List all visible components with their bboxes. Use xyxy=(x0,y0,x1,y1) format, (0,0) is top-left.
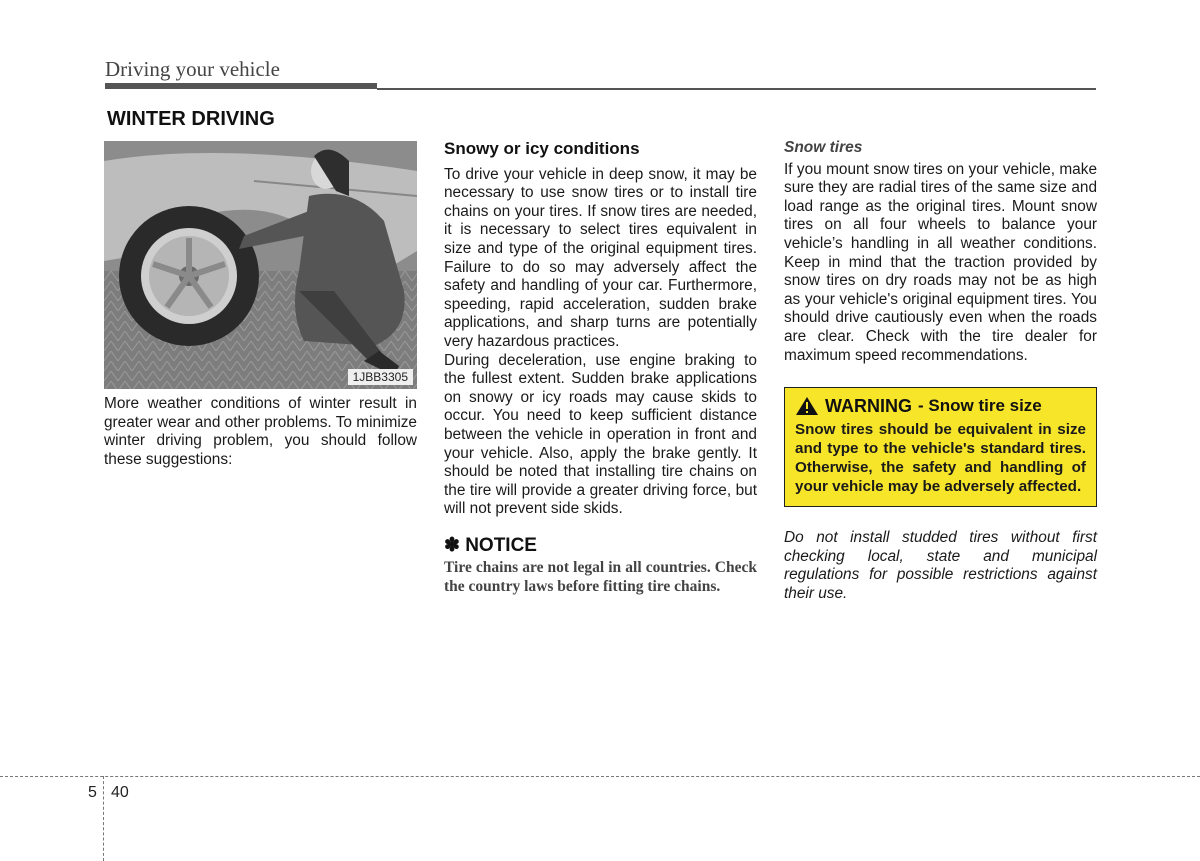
running-header: Driving your vehicle xyxy=(105,57,280,81)
notice-text: Tire chains are not legal in all countries. Check the country laws before fitting tire chains. xyxy=(444,559,757,595)
warning-title-row xyxy=(795,396,1086,416)
footer-rule xyxy=(0,776,1200,777)
column-right xyxy=(784,139,1097,604)
snow-tires-heading: Snow tires xyxy=(784,139,863,156)
warning-box xyxy=(784,387,1097,507)
header-rule-thick xyxy=(105,83,377,89)
illustration xyxy=(104,141,417,389)
column-middle xyxy=(444,140,757,596)
column-left xyxy=(104,395,417,469)
studded-tires-note: Do not install studded tires without first checking local, state and municipal regulations for possible restrictions against their use. xyxy=(784,529,1097,602)
header-rule-thin xyxy=(377,88,1096,90)
woman-checking-tire-illustration xyxy=(104,141,417,389)
footer-divider xyxy=(103,776,104,861)
snow-tires-paragraph: If you mount snow tires on your vehicle, make sure they are radial tires of the same size and load range as the original tires. Mount snow tires on all four wheels to balance your vehicle’s handling in all weather conditions. Keep in mind that the traction provided by snow tires on dry roads may not be as high as your vehicle's original equipment tires. You should drive cautiously even when the roads are clear. Check with the tire dealer for maximum speed recommendations. xyxy=(784,160,1097,364)
warning-text: Snow tires should be equivalent in size and type to the vehicle's standard tires. Otherwise, the safety and handling of your vehicle may be adversely affected. xyxy=(795,421,1086,496)
warning-title: WARNING xyxy=(825,395,912,416)
warning-subtitle: - Snow tire size xyxy=(918,395,1042,415)
warning-triangle-icon xyxy=(795,396,819,416)
snowy-icy-paragraph-2: During deceleration, use engine braking to the fullest extent. Sudden brake applications on snowy or icy roads may cause skids to occur. You need to keep sufficient distance between the vehicle in operation in front and your vehicle. Also, apply the brake gently. It should be noted that installing tire chains on the tire will provide a greater driving force, but will not prevent side skids. xyxy=(444,351,757,518)
notice-heading: ✽ NOTICE xyxy=(444,534,537,556)
figure-code: 1JBB3305 xyxy=(348,369,413,385)
chapter-number: 5 xyxy=(88,784,97,801)
snowy-icy-heading: Snowy or icy conditions xyxy=(444,139,640,158)
intro-paragraph: More weather conditions of winter result in greater wear and other problems. To minimize winter driving problem, you should follow these suggestions: xyxy=(104,395,417,468)
page-number: 40 xyxy=(111,784,129,801)
snowy-icy-paragraph-1: To drive your vehicle in deep snow, it may be necessary to use snow tires or to install tire chains on your tires. If snow tires are needed, it is necessary to select tires equivalent in size and type of the original equipment tires. Failure to do so may adversely affect the safety and handling of your car. Furthermore, speeding, rapid acceleration, sudden brake applications, and sharp turns are potentially very hazardous practices. xyxy=(444,165,757,350)
section-title: WINTER DRIVING xyxy=(107,108,275,130)
